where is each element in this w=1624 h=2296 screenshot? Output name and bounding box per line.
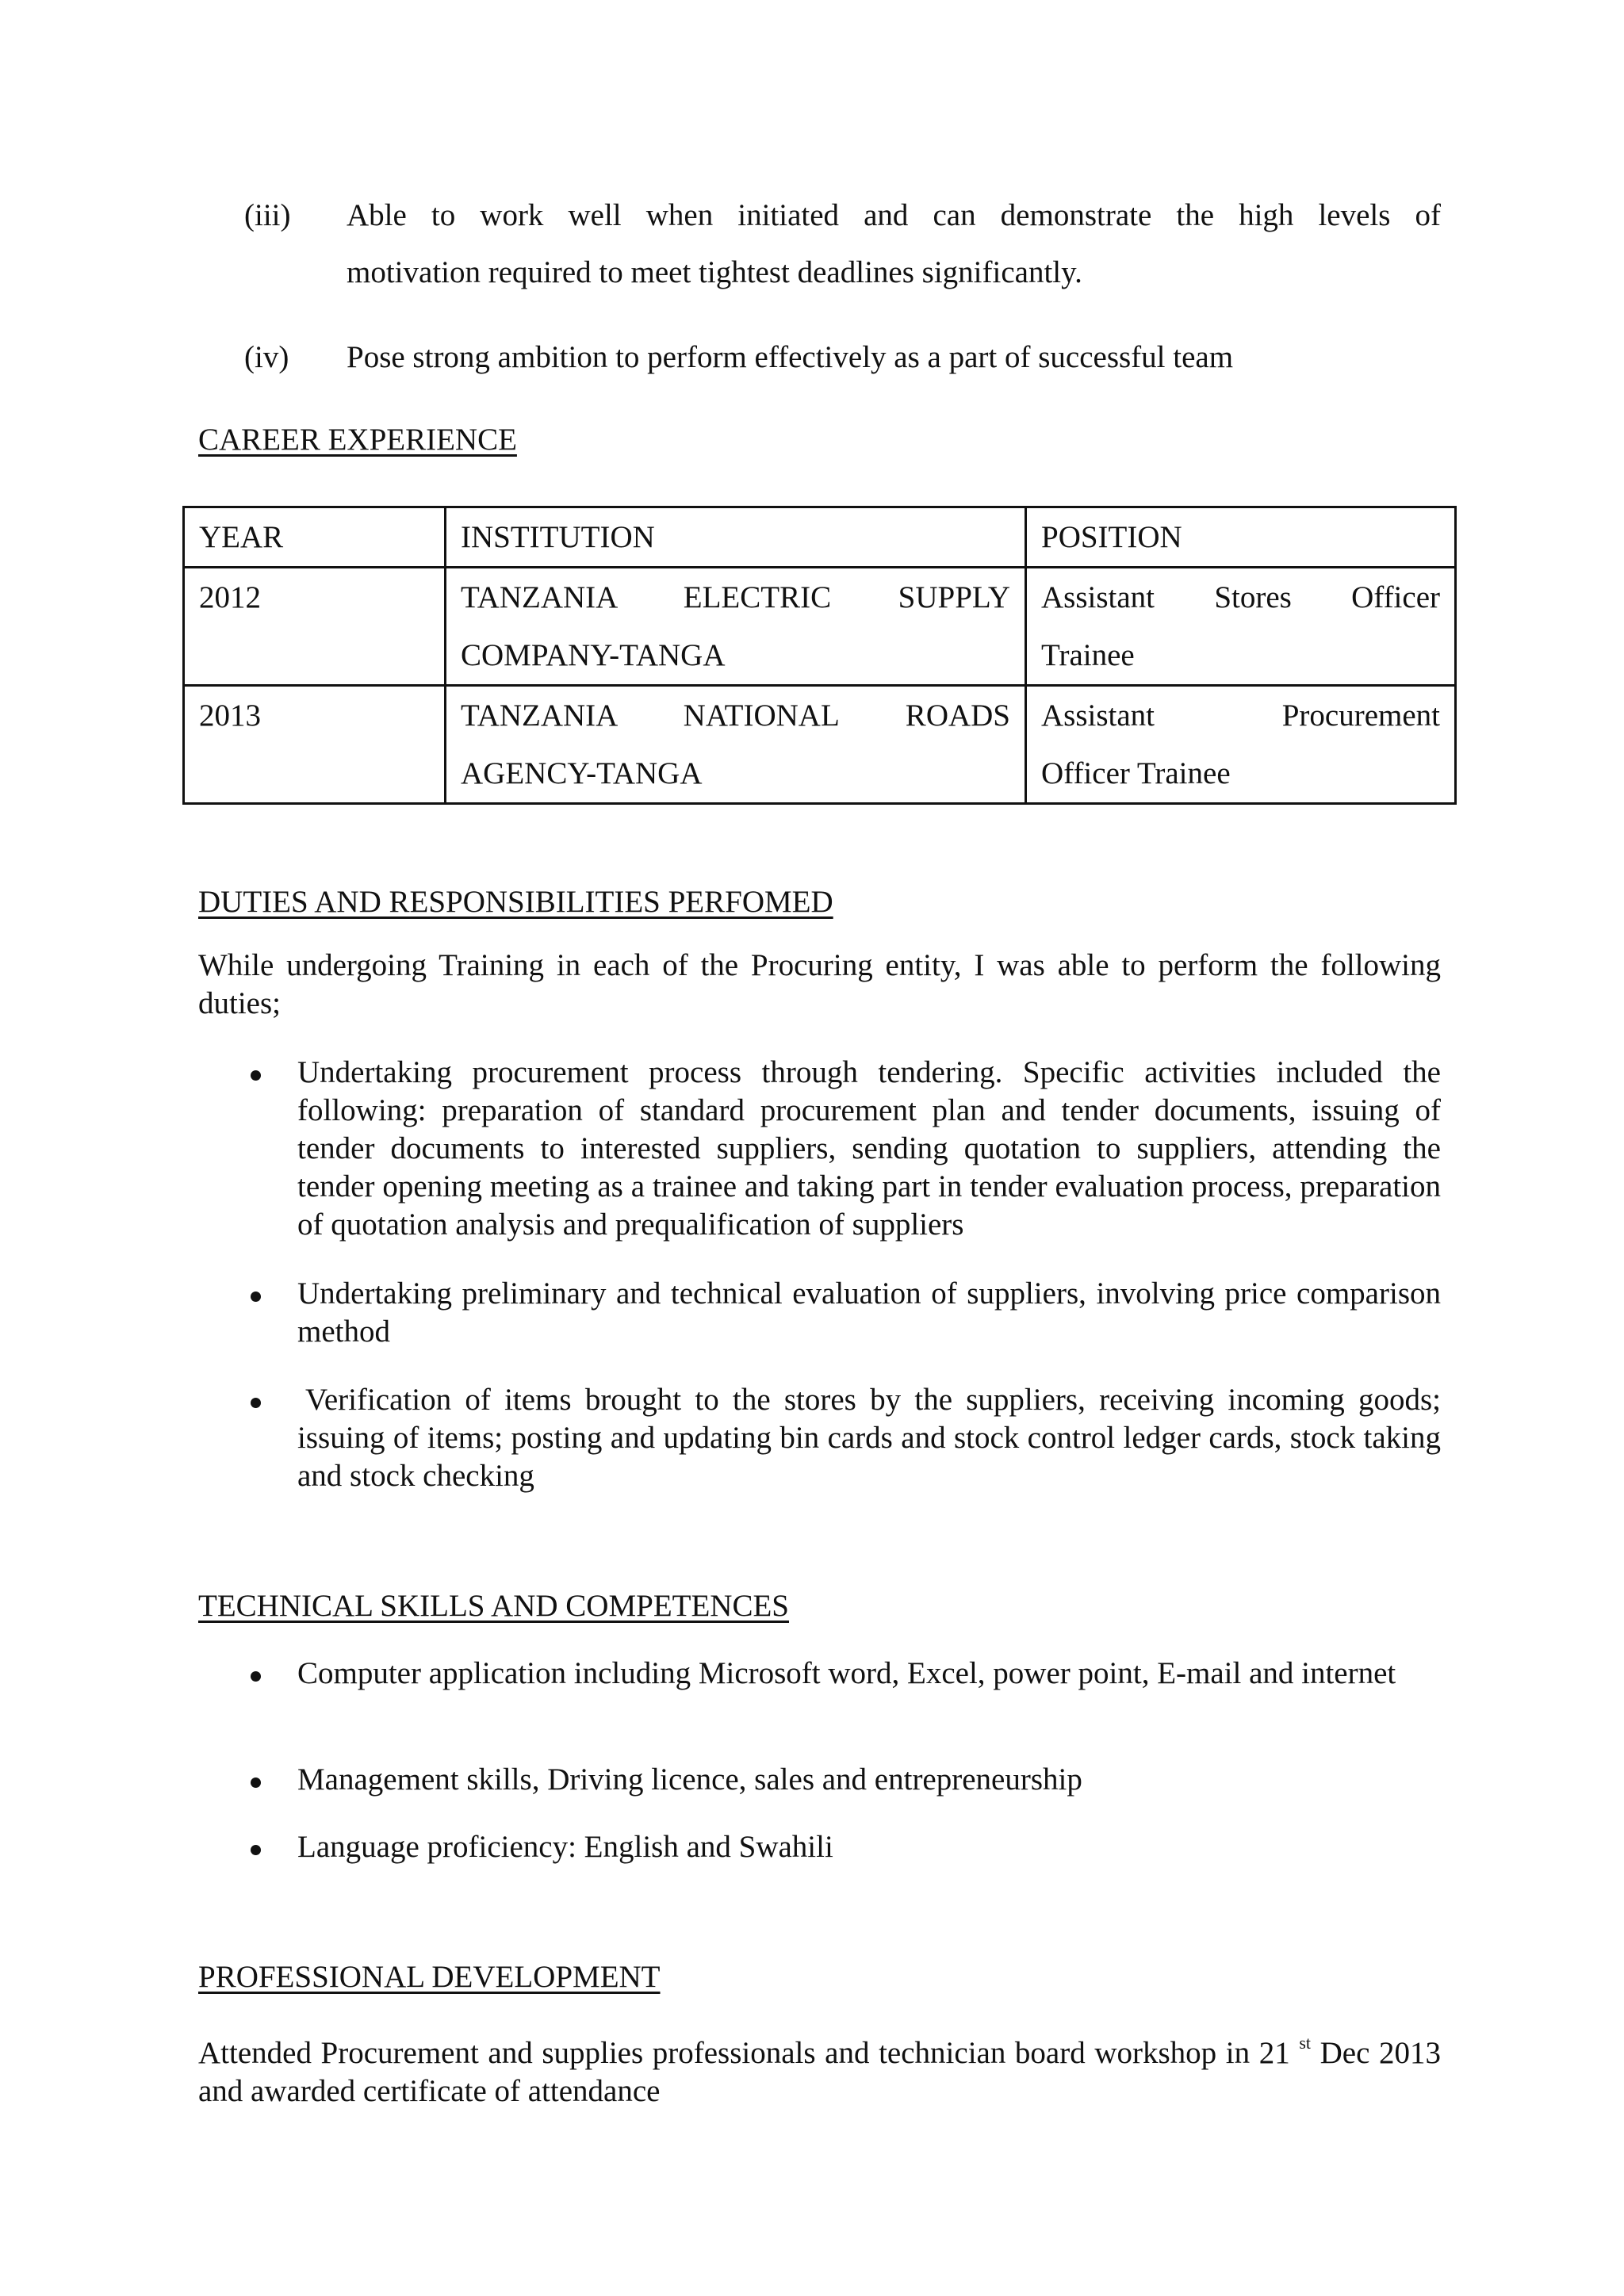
institution-line-1: TANZANIA NATIONAL ROADS	[461, 698, 1010, 733]
skill-item-3: Language proficiency: English and Swahili	[297, 1830, 833, 1864]
duties-heading: DUTIES AND RESPONSIBILITIES PERFOMED	[198, 885, 833, 919]
row-institution	[446, 686, 1026, 804]
development-text-after: Dec 2013 and awarded certificate of attendance	[198, 2036, 1442, 2108]
skills-heading: TECHNICAL SKILLS AND COMPETENCES	[198, 1589, 789, 1623]
development-text-before: Attended Procurement and supplies professionals and technician board workshop in 21	[198, 2036, 1290, 2070]
header-institution: INSTITUTION	[446, 507, 1026, 568]
institution-line-1: TANZANIA ELECTRIC SUPPLY	[461, 580, 1010, 614]
list-numeral-iii: (iii)	[244, 198, 291, 232]
row-institution	[446, 568, 1026, 686]
bullet-icon	[251, 1845, 261, 1855]
strength-iii-line-2: motivation required to meet tightest deadlines significantly.	[347, 255, 1082, 289]
bullet-icon	[251, 1398, 261, 1408]
row-year: 2012	[184, 568, 446, 686]
duties-intro: While undergoing Training in each of the Procuring entity, I was able to perform the following duties;	[198, 948, 1441, 1020]
position-line-1: Assistant Procurement	[1041, 698, 1440, 733]
table-header-row	[184, 507, 1456, 568]
bullet-icon	[251, 1292, 261, 1302]
header-position: POSITION	[1026, 507, 1456, 568]
skill-item-2: Management skills, Driving licence, sales and entrepreneurship	[297, 1762, 1082, 1797]
position-line-2: Officer Trainee	[1041, 756, 1231, 790]
career-table	[182, 506, 1457, 805]
duty-item-1: Undertaking procurement process through tendering. Specific activities included the following: preparation of standard procurement plan and tender documents, issuing of tender documents to interested suppliers, sending quotation to suppliers, attending the tender opening meeting as a trainee and taking part in tender evaluation process, preparation of quotation analysis and prequalification of suppliers	[297, 1055, 1441, 1242]
header-year: YEAR	[184, 507, 446, 568]
position-line-2: Trainee	[1041, 638, 1135, 672]
row-position	[1026, 686, 1456, 804]
institution-line-2: AGENCY-TANGA	[461, 756, 703, 790]
development-text	[198, 2024, 1441, 2110]
skill-item-1: Computer application including Microsoft word, Excel, power point, E-mail and internet	[297, 1656, 1396, 1690]
duty-item-3: Verification of items brought to the stores by the suppliers, receiving incoming goods; issuing of items; posting and updating bin cards and stock control ledger cards, stock taking and stock checking	[297, 1383, 1441, 1493]
row-position	[1026, 568, 1456, 686]
bullet-icon	[251, 1777, 261, 1788]
bullet-icon	[251, 1070, 261, 1081]
duty-item-2: Undertaking preliminary and technical evaluation of suppliers, involving price comparison method	[297, 1276, 1441, 1349]
table-row	[184, 686, 1456, 804]
bullet-icon	[251, 1671, 261, 1682]
list-numeral-iv: (iv)	[244, 340, 289, 374]
institution-line-2: COMPANY-TANGA	[461, 638, 726, 672]
position-line-1: Assistant Stores Officer	[1041, 580, 1440, 614]
career-experience-heading: CAREER EXPERIENCE	[198, 423, 517, 457]
development-heading: PROFESSIONAL DEVELOPMENT	[198, 1960, 661, 1994]
strength-iv-line-1: Pose strong ambition to perform effectively as a part of successful team	[347, 340, 1234, 374]
table-row	[184, 568, 1456, 686]
row-year: 2013	[184, 686, 446, 804]
strength-iii-line-1: Able to work well when initiated and can demonstrate the high levels of	[347, 198, 1441, 232]
date-superscript: st	[1299, 2033, 1312, 2053]
